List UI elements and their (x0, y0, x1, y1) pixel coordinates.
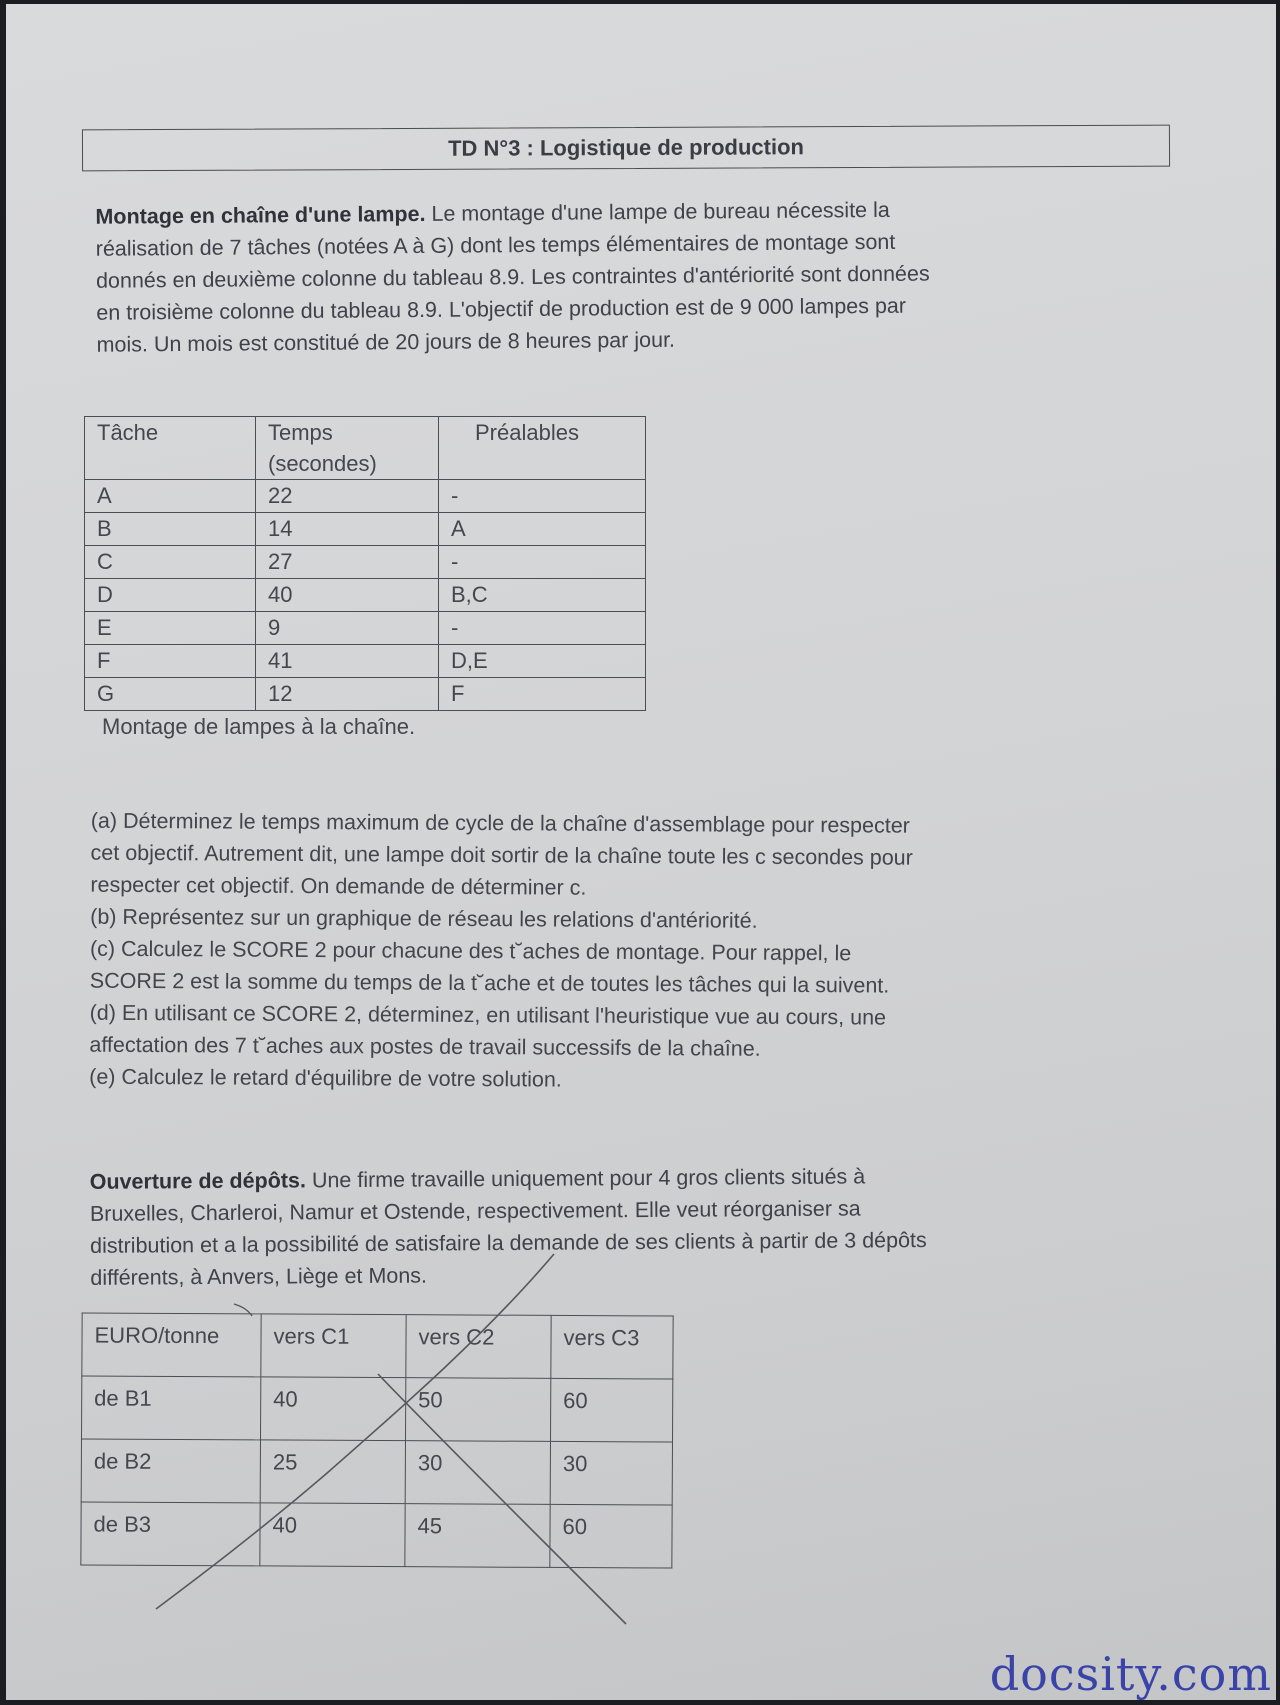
exercise-1-heading: Montage en chaîne d'une lampe. (95, 201, 426, 229)
table-cell: A (85, 480, 256, 513)
table-cell: 41 (256, 645, 439, 678)
header-cell: vers C3 (551, 1315, 673, 1379)
table-cell: E (85, 612, 256, 645)
table-cell: 30 (550, 1441, 672, 1505)
statement-line: en troisième colonne du tableau 8.9. L'objectif de production est de 9 000 lampes par (96, 293, 907, 325)
docsity-watermark-logo: docsity.com (989, 1647, 1272, 1701)
table-caption: Montage de lampes à la chaîne. (102, 714, 416, 739)
table-cell: B,C (439, 579, 646, 612)
exercise-2-heading: Ouverture de dépôts. (89, 1168, 307, 1194)
table-cell: F (439, 678, 646, 711)
pen-stroke (234, 1304, 252, 1316)
question-line: cet objectif. Autrement dit, une lampe doit sortir de la chaîne toute les c secondes pour (90, 840, 913, 870)
table-cell: 60 (550, 1504, 672, 1568)
table-cell: F (85, 645, 256, 678)
statement-line: Bruxelles, Charleroi, Namur et Ostende, respectivement. Elle veut réorganiser sa (89, 1196, 861, 1226)
table-cell: - (439, 612, 646, 645)
question-line: (c) Calculez le SCORE 2 pour chacune des t˘aches de montage. Pour rappel, le (89, 936, 852, 966)
statement-line: donnés en deuxième colonne du tableau 8.9. Les contraintes d'antériorité sont données (95, 261, 930, 293)
table-cell: A (439, 513, 646, 546)
table-cell: 50 (405, 1378, 550, 1442)
header-cell: Tâche (85, 417, 256, 480)
table-cell: 30 (405, 1441, 550, 1505)
table-cell: de B3 (81, 1502, 260, 1566)
question-line: affectation des 7 t˘aches aux postes de travail successifs de la chaîne. (89, 1032, 761, 1061)
header-cell: vers C1 (261, 1314, 406, 1378)
header-cell: EURO/tonne (82, 1313, 261, 1377)
pen-stroke (378, 1374, 626, 1624)
statement-line: Une firme travaille uniquement pour 4 gros clients situés à (305, 1164, 866, 1193)
question-line: respecter cet objectif. On demande de déterminer c. (90, 872, 587, 900)
table-cell: G (85, 678, 256, 711)
question-line: SCORE 2 est la somme du temps de la t˘ache et de toutes les tâches qui la suivent. (89, 968, 890, 998)
header-cell: Temps (secondes) (256, 417, 439, 480)
table-cell: 40 (256, 579, 439, 612)
table-cell: D,E (439, 645, 646, 678)
table-cell: 14 (256, 513, 439, 546)
table-cell: 40 (260, 1503, 405, 1567)
statement-line: distribution et a la possibilité de satisfaire la demande de ses clients à partir de 3 dépôts (90, 1228, 927, 1258)
header-cell: Préalables (439, 417, 646, 480)
table-cell: C (85, 546, 256, 579)
table-cell: 25 (260, 1440, 405, 1504)
table-cell: - (439, 546, 646, 579)
table-cell: de B2 (81, 1439, 260, 1503)
statement-line: Le montage d'une lampe de bureau nécessite la (425, 197, 890, 226)
header-cell: vers C2 (406, 1315, 551, 1379)
table-cell: de B1 (82, 1376, 261, 1440)
statement-line: réalisation de 7 tâches (notées A à G) dont les temps élémentaires de montage sont (95, 229, 896, 261)
pen-cross-out-marks (6, 4, 1276, 1700)
document-title: TD N°3 : Logistique de production (82, 125, 1170, 172)
table-cell: 40 (261, 1377, 406, 1441)
table-cell: 9 (256, 612, 439, 645)
table-cell: 45 (405, 1504, 550, 1568)
question-line: (d) En utilisant ce SCORE 2, déterminez, en utilisant l'heuristique vue au cours, une (89, 1000, 887, 1030)
table-cell: B (85, 513, 256, 546)
table-cell: 60 (550, 1378, 672, 1442)
table-cell: 22 (256, 480, 439, 513)
document-page (6, 4, 1276, 1700)
table-cell: D (85, 579, 256, 612)
statement-line: différents, à Anvers, Liège et Mons. (90, 1263, 428, 1290)
table-cell: 27 (256, 546, 439, 579)
statement-line: mois. Un mois est constitué de 20 jours de 8 heures par jour. (96, 327, 676, 357)
question-line: (b) Représentez sur un graphique de réseau les relations d'antériorité. (90, 904, 758, 933)
pen-stroke (156, 1254, 554, 1609)
table-cell: - (439, 480, 646, 513)
question-line: (a) Déterminez le temps maximum de cycle de la chaîne d'assemblage pour respecter (90, 808, 910, 838)
question-line: (e) Calculez le retard d'équilibre de votre solution. (89, 1064, 562, 1092)
table-cell: 12 (256, 678, 439, 711)
